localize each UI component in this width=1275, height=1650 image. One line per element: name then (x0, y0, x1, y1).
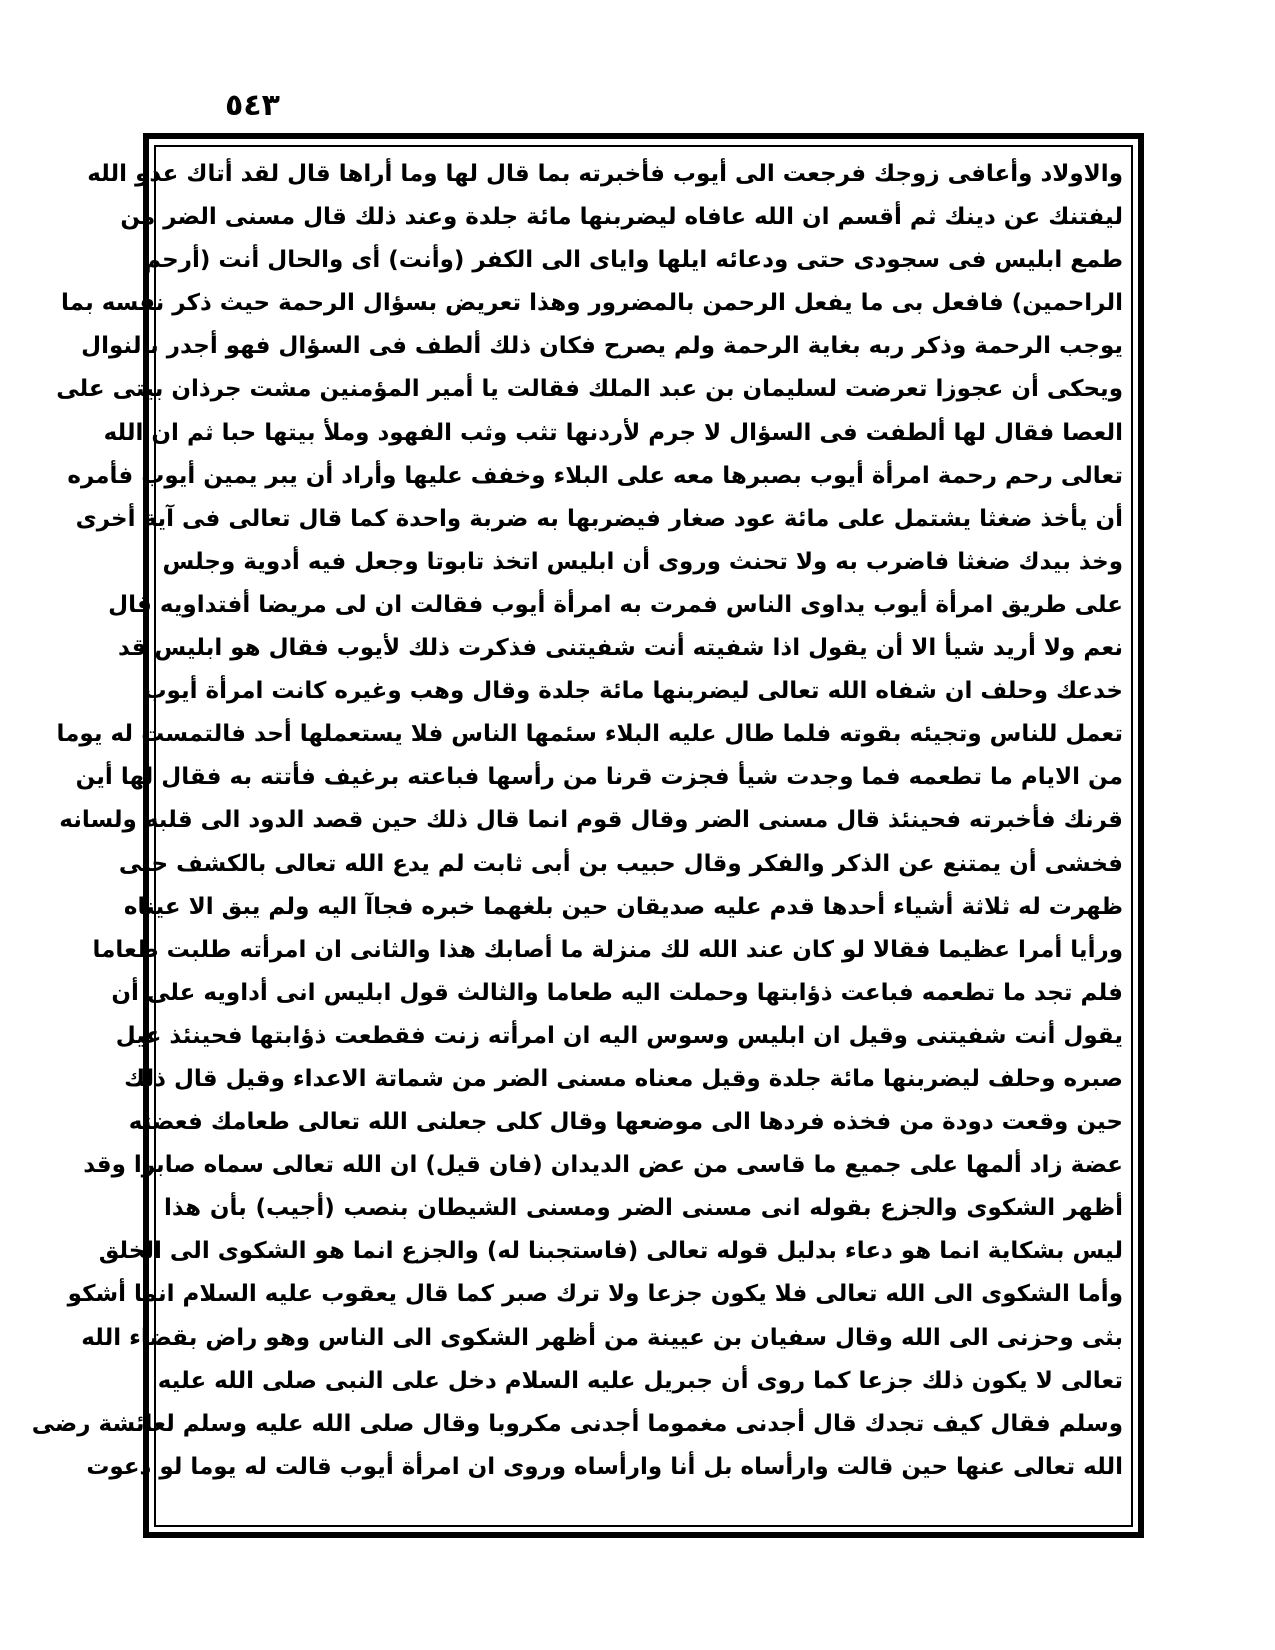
text-line: يقول أنت شفيتنى وقيل ان ابليس وسوس اليه ان امرأته زنت فقطعت ذؤابتها فحينئذ عيل (115, 1022, 1123, 1049)
text-line: أظهر الشكوى والجزع بقوله انى مسنى الضر ومسنى الشيطان بنصب (أجيب) بأن هذا (164, 1195, 1123, 1222)
text-line: تعالى لا يكون ذلك جزعا كما روى أن جبريل عليه السلام دخل على النبى صلى الله عليه (157, 1367, 1123, 1394)
text-line: ويحكى أن عجوزا تعرضت لسليمان بن عبد الملك فقالت يا أمير المؤمنين مشت جرذان بيتى على (56, 376, 1123, 403)
text-line: من الايام ما تطعمه فما وجدت شيأ فجزت قرنا من رأسها فباعته برغيف فأتته به فقال لها أين (75, 764, 1123, 791)
text-line: ليس بشكاية انما هو دعاء بدليل قوله تعالى (فاستجبنا له) والجزع انما هو الشكوى الى الخلق (98, 1238, 1123, 1265)
text-line: بثى وحزنى الى الله وقال سفيان بن عيينة من أظهر الشكوى الى الناس وهو راض بقضاء الله (81, 1324, 1123, 1351)
text-line: الراحمين) فافعل بى ما يفعل الرحمن بالمضرور وهذا تعريض بسؤال الرحمة حيث ذكر نفسه بما (61, 290, 1123, 317)
text-line: فلم تجد ما تطعمه فباعت ذؤابتها وحملت اليه طعاما والثالث قول ابليس انى أداويه على أن (111, 979, 1123, 1006)
text-line: فخشى أن يمتنع عن الذكر والفكر وقال حبيب بن أبى ثابت لم يدع الله تعالى بالكشف حتى (118, 850, 1123, 877)
text-line: نعم ولا أريد شيأ الا أن يقول اذا شفيته أنت شفيتنى فذكرت ذلك لأيوب فقال هو ابليس قد (118, 635, 1123, 662)
text-line: يوجب الرحمة وذكر ربه بغاية الرحمة ولم يصرح فكان ذلك ألطف فى السؤال فهو أجدر بالنوال (81, 333, 1123, 360)
text-line: طمع ابليس فى سجودى حتى ودعائه ايلها واياى الى الكفر (وأنت) أى والحال أنت (أرحم (144, 247, 1123, 274)
text-body (31, 153, 1123, 1532)
text-line: تعالى رحم رحمة امرأة أيوب بصبرها معه على البلاء وخفف عليها وأراد أن يبر يمين أيوب فأمره (67, 462, 1123, 489)
text-line: ظهرت له ثلاثة أشياء أحدها قدم عليه صديقان حين بلغهما خبره فجاآ اليه ولم يبق الا عيناه (123, 893, 1123, 920)
text-line: خدعك وحلف ان شفاه الله تعالى ليضربنها مائة جلدة وقال وهب وغيره كانت امرأة أيوب (143, 678, 1123, 705)
text-line: وأما الشكوى الى الله تعالى فلا يكون جزعا ولا ترك صبر كما قال يعقوب عليه السلام انما أشكو (67, 1281, 1123, 1308)
page-number: ٥٤٣ (225, 88, 280, 123)
page-frame-inner (31, 145, 1133, 1527)
text-line: قرنك فأخبرته فحينئذ قال مسنى الضر وقال قوم انما قال ذلك حين قصد الدود الى قلبه ولسانه (59, 807, 1123, 834)
text-line: ورأيا أمرا عظيما فقالا لو كان عند الله لك منزلة ما أصابك هذا والثانى ان امرأته طلبت طعاما (92, 936, 1123, 963)
text-line: الله تعالى عنها حين قالت وارأساه بل أنا وارأساه وروى ان امرأة أيوب قالت له يوما لو دعوت (86, 1453, 1123, 1480)
text-line: تعمل للناس وتجيئه بقوته فلما طال عليه البلاء سئمها الناس فلا يستعملها أحد فالتمست له يوما (56, 721, 1123, 748)
text-line: صبره وحلف ليضربنها مائة جلدة وقيل معناه مسنى الضر من شماتة الاعداء وقيل قال ذلك (124, 1065, 1123, 1092)
text-line: والاولاد وأعافى زوجك فرجعت الى أيوب فأخبرته بما قال لها وما أراها قال لقد أتاك عدو الله (87, 161, 1123, 187)
text-line: ليفتنك عن دينك ثم أقسم ان الله عافاه ليضربنها مائة جلدة وعند ذلك قال مسنى الضر من (120, 204, 1123, 231)
text-line: حين وقعت دودة من فخذه فردها الى موضعها وقال كلى جعلنى الله تعالى طعامك فعضته (128, 1109, 1123, 1136)
text-line: وخذ بيدك ضغثا فاضرب به ولا تحنث وروى أن ابليس اتخذ تابوتا وجعل فيه أدوية وجلس (162, 548, 1123, 575)
text-line: عضة زاد ألمها على جميع ما قاسى من عض الديدان (فان قيل) ان الله تعالى سماه صابرا وقد (83, 1152, 1123, 1179)
text-line (164, 1489, 1123, 1532)
text-line: العصا فقال لها ألطفت فى السؤال لا جرم لأردنها تثب وثب الفهود وملأ بيتها حبا ثم ان الله (103, 419, 1123, 446)
text-line: أن يأخذ ضغثا يشتمل على مائة عود صغار فيضربها به ضربة واحدة كما قال تعالى فى آية أخرى (75, 505, 1123, 532)
text-line: على طريق امرأة أيوب يداوى الناس فمرت به امرأة أيوب فقالت ان لى مريضا أفتداويه قال (108, 591, 1123, 618)
text-line: وسلم فقال كيف تجدك قال أجدنى مغموما أجدنى مكروبا وقال صلى الله عليه وسلم لعائشة رضى (31, 1410, 1123, 1437)
